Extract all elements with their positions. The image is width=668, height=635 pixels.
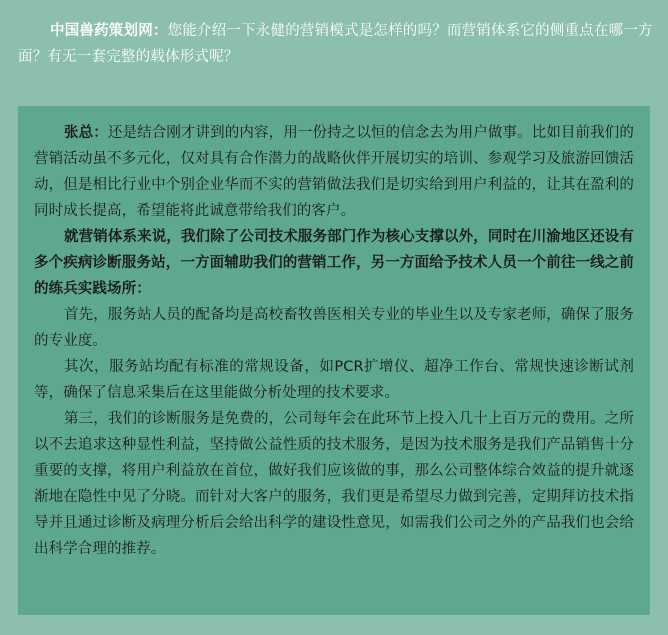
- answer-paragraph-5: 第三，我们的诊断服务是免费的，公司每年会在此环节上投入几十上百万元的费用。之所以不去追求这种显性利益，坚持做公益性质的技术服务，是因为技术服务是我们产品销售十分重要的支撑，将用户利益放在首位，做好我们应该做的事，那么公司整体综合效益的提升就逐渐地在隐性中见了分晓。而针对大客户的服务，我们更是希望尽力做到完善，定期拜访技术指导并且通过诊断及病理分析后会给出科学的建设性意见，如需我们公司之外的产品我们也会给出科学合理的推荐。: [34, 411, 634, 557]
- question-source-label: 中国兽药策划网：: [50, 23, 168, 39]
- question-paragraph: [18, 18, 658, 70]
- answer-paragraph-1: [34, 120, 634, 224]
- answer-paragraph-1-text: 还是结合刚才讲到的内容，用一份持之以恒的信念去为用户做事。比如目前我们的营销活动虽不多元化，仅对具有合作潜力的战略伙伴开展切实的培训、参观学习及旅游回馈活动，但是相比行业中个别企业华而不实的营销做法我们是切实给到用户利益的，让其在盈利的同时成长提高，希望能将此诚意带给我们的客户。: [34, 125, 634, 219]
- answer-paragraph-2: 就营销体系来说，我们除了公司技术服务部门作为核心支撑以外，同时在川渝地区还设有多个疾病诊断服务站，一方面辅助我们的营销工作，另一方面给予技术人员一个前往一线之前的练兵实践场所：: [34, 229, 634, 297]
- question-text: 您能介绍一下永健的营销模式是怎样的吗？而营销体系它的侧重点在哪一方面？有无一套完整的载体形式呢？: [18, 23, 653, 65]
- answer-paragraph-4: 其次，服务站均配有标准的常规设备，如PCR扩增仪、超净工作台、常规快速诊断试剂等，确保了信息采集后在这里能做分析处理的技术要求。: [34, 359, 634, 401]
- answer-box: [18, 106, 650, 615]
- answer-paragraph-3: 首先，服务站人员的配备均是高校畜牧兽医相关专业的毕业生以及专家老师，确保了服务的专业度。: [34, 307, 634, 349]
- answer-speaker-label: 张总：: [64, 125, 108, 141]
